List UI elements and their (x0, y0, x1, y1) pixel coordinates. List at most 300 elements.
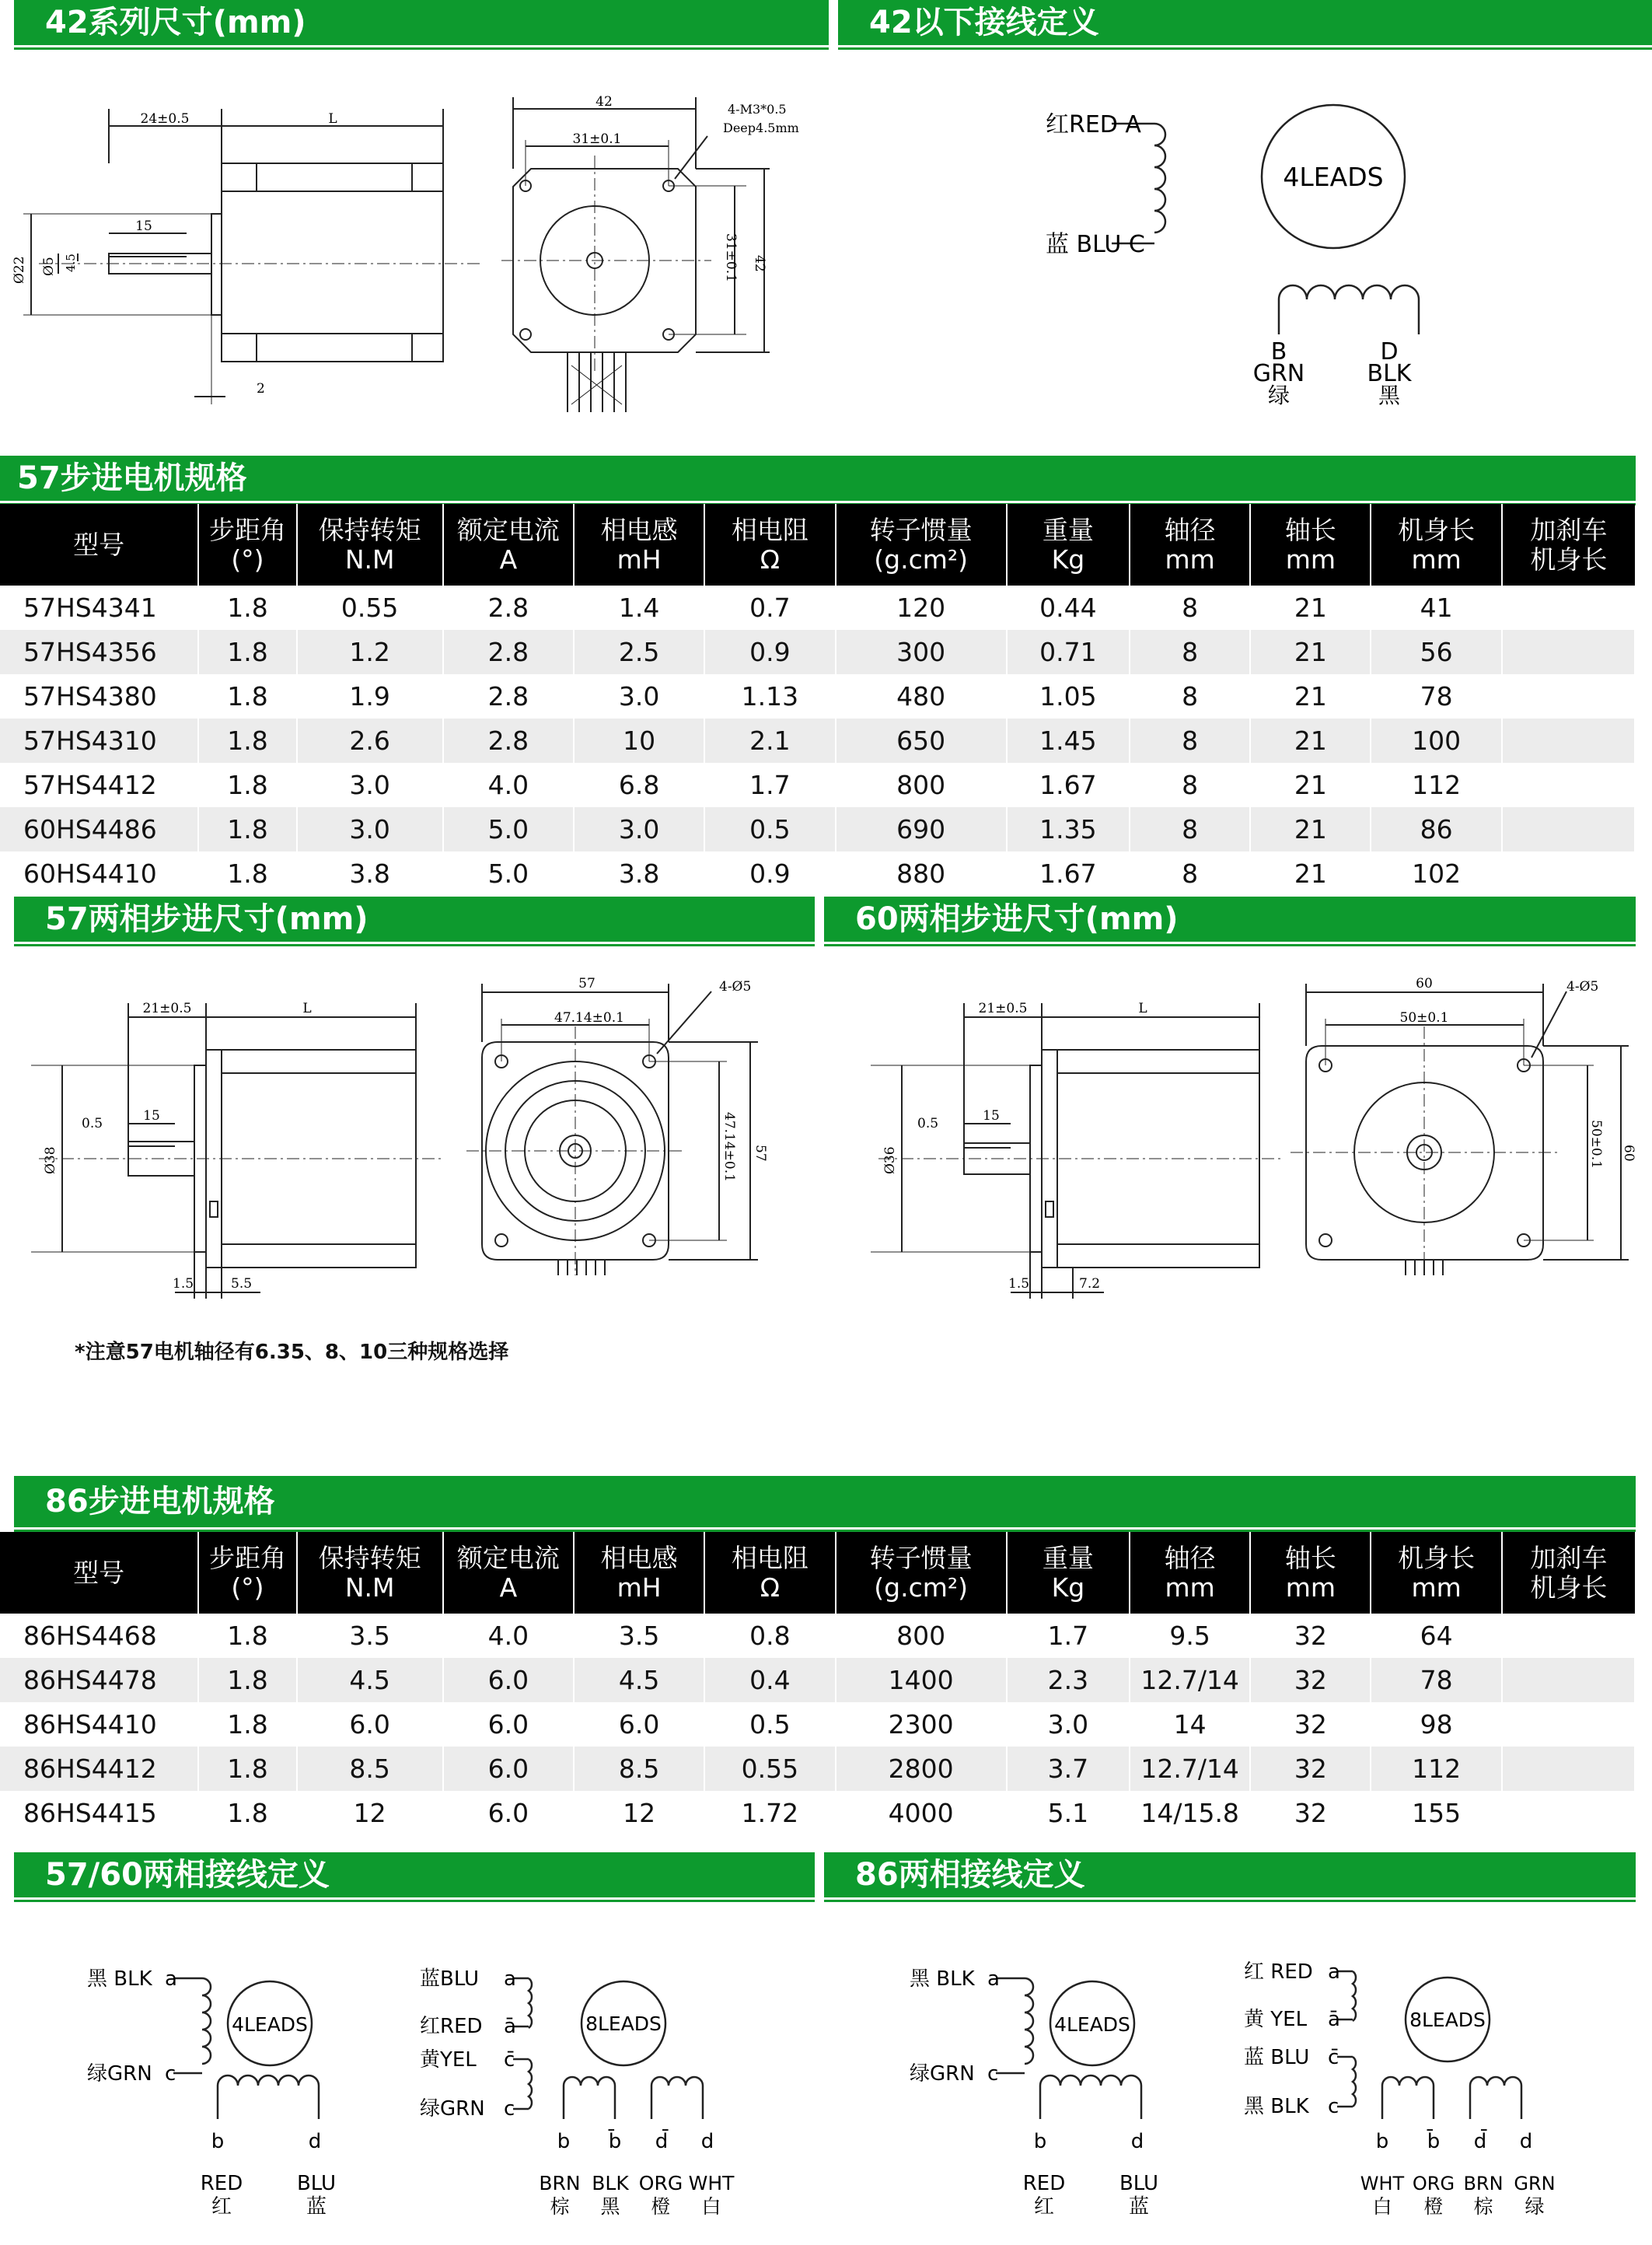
table-cell: 8 (1130, 719, 1250, 763)
column-header (443, 1532, 574, 1614)
leads-label: 4LEADS (1283, 162, 1384, 192)
table-cell: 1.8 (198, 1702, 296, 1747)
table-cell: 9.5 (1130, 1614, 1250, 1658)
wire-d-cn: 蓝 (1128, 2195, 1150, 2219)
wire-c4: 白 (701, 2195, 721, 2218)
wiring-5760-8leads (420, 1952, 762, 2232)
section-title: 60两相步进尺寸(mm) (855, 901, 1179, 937)
column-header-unit: Ω (760, 544, 780, 575)
model-cell: 86HS4412 (0, 1747, 198, 1791)
column-header-unit: mH (616, 1572, 662, 1603)
table-row (0, 630, 1635, 674)
wire-c3: 棕 (1473, 2195, 1493, 2218)
table-cell: 10 (574, 719, 704, 763)
table-cell: 8 (1130, 851, 1250, 896)
table-cell: 1.8 (198, 586, 296, 630)
column-header (1250, 1532, 1371, 1614)
table-cell: 3.8 (297, 851, 443, 896)
table-cell: 8 (1130, 586, 1250, 630)
wire-e3: BRN (1463, 2173, 1504, 2194)
column-header-unit: mm (1285, 544, 1336, 575)
dim-width: 57 (578, 976, 595, 991)
table-cell (1502, 586, 1635, 630)
model-cell: 86HS4478 (0, 1658, 198, 1702)
table-cell: 1.8 (198, 674, 296, 719)
table-cell: 300 (836, 630, 1007, 674)
wire-b-en: RED (200, 2172, 243, 2195)
column-header-unit: mm (1411, 1572, 1462, 1603)
table-cell: 2.6 (297, 719, 443, 763)
drawing-57-dimensions (0, 964, 816, 1306)
table-cell: 64 (1371, 1614, 1501, 1658)
table-row (0, 1658, 1635, 1702)
column-header (0, 504, 198, 586)
table-cell: 21 (1250, 630, 1371, 674)
table-cell: 3.0 (297, 807, 443, 851)
column-header (704, 504, 835, 586)
table-cell: 2.8 (443, 586, 574, 630)
dim-flat: 4.5 (64, 254, 78, 272)
column-header-unit: N.M (344, 544, 395, 575)
table-cell: 3.7 (1007, 1747, 1130, 1791)
table-cell (1502, 674, 1635, 719)
wire-r3-letter: c̄ (1328, 2046, 1339, 2069)
table-cell: 0.55 (297, 586, 443, 630)
column-header-unit: A (499, 544, 518, 575)
wiring-42 (1011, 86, 1493, 428)
column-header-unit: mH (616, 544, 662, 575)
table-cell: 12 (574, 1791, 704, 1835)
table-cell (1502, 763, 1635, 807)
dim-hole-depth: Deep4.5mm (723, 121, 799, 135)
wire-d-en: BLU (1119, 2172, 1159, 2195)
wire-b3: d̄ (655, 2130, 669, 2153)
column-header (1371, 1532, 1501, 1614)
column-header (1007, 504, 1130, 586)
table-cell: 21 (1250, 674, 1371, 719)
column-header-label: 相电感 (600, 514, 678, 545)
table-cell: 2800 (836, 1747, 1007, 1791)
table-cell: 41 (1371, 586, 1501, 630)
table-cell: 8.5 (297, 1747, 443, 1791)
note-57-shaft: *注意57电机轴径有6.35、8、10三种规格选择 (75, 1341, 509, 1364)
table-cell: 0.44 (1007, 586, 1130, 630)
table-cell: 1.2 (297, 630, 443, 674)
table-cell: 6.0 (443, 1658, 574, 1702)
column-header-unit: (g.cm²) (874, 544, 969, 575)
table-cell: 98 (1371, 1702, 1501, 1747)
table-cell: 12.7/14 (1130, 1658, 1250, 1702)
column-header (198, 504, 296, 586)
table-cell: 480 (836, 674, 1007, 719)
table-cell: 0.55 (704, 1747, 835, 1791)
column-header-label: 加刹车 (1530, 514, 1608, 545)
column-header (1502, 504, 1635, 586)
wire-b-en: RED (1022, 2172, 1066, 2195)
wire-d-cn: 黑 (1378, 383, 1401, 408)
wire-d-cn: 蓝 (306, 2195, 327, 2219)
table-cell: 1.7 (704, 763, 835, 807)
table-cell: 3.0 (1007, 1702, 1130, 1747)
table-cell: 112 (1371, 763, 1501, 807)
column-header-label: 额定电流 (456, 1542, 560, 1573)
table-cell: 12.7/14 (1130, 1747, 1250, 1791)
table-row (0, 674, 1635, 719)
table-cell: 21 (1250, 763, 1371, 807)
model-cell: 57HS4412 (0, 763, 198, 807)
table-cell: 32 (1250, 1658, 1371, 1702)
table-cell: 1.8 (198, 1791, 296, 1835)
table-cell: 21 (1250, 719, 1371, 763)
dim-7-2: 7.2 (1079, 1276, 1101, 1292)
table-cell: 1.8 (198, 1747, 296, 1791)
column-header (836, 504, 1007, 586)
table-cell: 86 (1371, 807, 1501, 851)
column-header-label: 轴径 (1164, 514, 1216, 545)
model-cell: 57HS4380 (0, 674, 198, 719)
spec-table-57 (0, 504, 1636, 896)
table-cell: 1.9 (297, 674, 443, 719)
column-header-unit: (°) (231, 544, 264, 575)
table-cell: 78 (1371, 1658, 1501, 1702)
table-cell: 32 (1250, 1747, 1371, 1791)
wire-r3-label: 黄YEL (420, 2048, 477, 2072)
table-cell: 800 (836, 1614, 1007, 1658)
table-cell (1502, 630, 1635, 674)
dim-v50: 50±0.1 (1588, 1120, 1604, 1169)
table-row (0, 1614, 1635, 1658)
section-bar-57-size (14, 897, 815, 942)
table-cell: 1.8 (198, 630, 296, 674)
section-bar-42-size (14, 0, 829, 45)
table-cell: 1400 (836, 1658, 1007, 1702)
table-cell (1502, 1658, 1635, 1702)
column-header (297, 1532, 443, 1614)
column-header-unit: mm (1165, 1572, 1215, 1603)
wire-b-cn: 绿 (1267, 383, 1291, 408)
wire-c-label: 绿GRN (910, 2062, 975, 2086)
table-cell: 1.67 (1007, 851, 1130, 896)
table-cell: 1.8 (198, 763, 296, 807)
table-row (0, 719, 1635, 763)
table-cell: 32 (1250, 1614, 1371, 1658)
dim-v60: 60 (1621, 1145, 1636, 1162)
section-title: 86两相接线定义 (855, 1857, 1085, 1893)
column-header-unit: mm (1165, 544, 1215, 575)
table-cell: 2.5 (574, 630, 704, 674)
dim-shaft-length: 24±0.5 (140, 111, 190, 127)
table-cell: 5.1 (1007, 1791, 1130, 1835)
wire-b4: d (1519, 2130, 1533, 2153)
section-bar-86-wiring (824, 1852, 1636, 1897)
column-header-label: 重量 (1042, 1542, 1094, 1573)
model-cell: 86HS4415 (0, 1791, 198, 1835)
section-bar-42-wiring (838, 0, 1652, 45)
table-cell: 21 (1250, 851, 1371, 896)
table-cell: 0.4 (704, 1658, 835, 1702)
table-cell: 6.0 (443, 1747, 574, 1791)
dim-width: 60 (1416, 976, 1433, 991)
table-cell: 1.8 (198, 851, 296, 896)
wire-r3-letter: c̄ (504, 2048, 515, 2072)
wire-r1-label: 蓝BLU (420, 1967, 480, 1991)
table-cell: 0.9 (704, 851, 835, 896)
column-header (1130, 1532, 1250, 1614)
table-cell: 2.8 (443, 630, 574, 674)
wire-r4-label: 黑 BLK (1244, 2095, 1309, 2118)
wiring-86-4leads (900, 1952, 1196, 2232)
leads-label: 8LEADS (585, 2012, 662, 2035)
dim-1-5: 1.5 (173, 1276, 194, 1292)
wire-b-letter: b (1033, 2130, 1047, 2153)
dim-v31: 31±0.1 (723, 233, 739, 282)
table-cell: 5.0 (443, 807, 574, 851)
table-row (0, 586, 1635, 630)
wire-a-letter: a (987, 1967, 1000, 1991)
column-header-label: 保持转矩 (318, 1542, 421, 1573)
table-cell: 3.0 (297, 763, 443, 807)
table-cell: 3.5 (574, 1614, 704, 1658)
table-cell: 2.1 (704, 719, 835, 763)
table-cell: 1.8 (198, 1614, 296, 1658)
table-cell: 2.8 (443, 674, 574, 719)
column-header (1130, 504, 1250, 586)
wire-a-label: 黑 BLK (910, 1967, 975, 1991)
column-header-unit: 机身长 (1530, 544, 1608, 575)
wire-c3: 橙 (651, 2195, 671, 2218)
wire-a-label: 红RED A (1046, 111, 1141, 138)
table-cell: 100 (1371, 719, 1501, 763)
table-cell: 6.0 (297, 1702, 443, 1747)
table-cell: 0.5 (704, 807, 835, 851)
wire-r2-letter: ā (504, 2015, 516, 2038)
table-cell (1502, 807, 1635, 851)
column-header-label: 转子惯量 (869, 1542, 973, 1573)
dim-hole-spec: 4-Ø5 (719, 979, 752, 995)
table-cell: 0.7 (704, 586, 835, 630)
table-cell: 1.8 (198, 719, 296, 763)
wire-b-letter: b (211, 2130, 225, 2153)
column-header-unit: N.M (344, 1572, 395, 1603)
column-header-unit: (°) (231, 1572, 264, 1603)
column-header-label: 型号 (73, 1557, 125, 1588)
table-cell: 2.3 (1007, 1658, 1130, 1702)
column-header (1250, 504, 1371, 586)
column-header-unit: A (499, 1572, 518, 1603)
wire-d-letter: d (1130, 2130, 1144, 2153)
column-header-unit: Ω (760, 1572, 780, 1603)
table-cell: 6.0 (574, 1702, 704, 1747)
wire-e2: ORG (1412, 2173, 1455, 2194)
wire-r4-letter: c (1328, 2095, 1339, 2118)
section-bar-57-spec (0, 456, 1636, 501)
dim-flange-dia: Ø22 (12, 256, 27, 284)
dim-flange-dia: Ø36 (882, 1146, 898, 1174)
wire-a-label: 黑 BLK (87, 1967, 152, 1991)
table-cell: 78 (1371, 674, 1501, 719)
table-cell: 32 (1250, 1791, 1371, 1835)
wire-r3-label: 蓝 BLU (1244, 2046, 1310, 2069)
wire-d-letter: D (1380, 338, 1399, 365)
wire-b4: d (700, 2130, 714, 2153)
table-row (0, 851, 1635, 896)
wire-r1-letter: a (504, 1967, 516, 1991)
wire-c1: 棕 (550, 2195, 570, 2218)
table-cell (1502, 719, 1635, 763)
column-header (574, 504, 704, 586)
dim-width: 42 (595, 94, 613, 110)
column-header (297, 504, 443, 586)
dim-v42: 42 (752, 255, 767, 272)
section-title: 42系列尺寸(mm) (45, 5, 306, 40)
table-cell: 8 (1130, 763, 1250, 807)
dim-15: 15 (135, 219, 152, 234)
table-cell: 8 (1130, 807, 1250, 851)
table-cell: 6.8 (574, 763, 704, 807)
wire-b3: d̄ (1473, 2130, 1487, 2153)
wire-b2: b̄ (1427, 2130, 1441, 2153)
table-cell: 800 (836, 763, 1007, 807)
wire-b-letter: B (1270, 338, 1287, 365)
column-header-label: 加刹车 (1530, 1542, 1608, 1573)
dim-hole-spec: 4-M3*0.5 (728, 102, 787, 117)
wire-c4: 绿 (1525, 2195, 1545, 2218)
table-cell (1502, 1747, 1635, 1791)
wire-r2-letter: ā (1328, 2008, 1340, 2031)
column-header-label: 步距角 (208, 514, 286, 545)
wiring-86-8leads (1244, 1948, 1586, 2228)
column-header-label: 相电阻 (731, 1542, 809, 1573)
wire-d-en: BLU (296, 2172, 337, 2195)
column-header-label: 轴长 (1284, 1542, 1336, 1573)
table-cell: 4.5 (297, 1658, 443, 1702)
dim-hole-spacing: 50±0.1 (1399, 1010, 1449, 1026)
wire-e3: ORG (638, 2172, 683, 2194)
wire-b2: b̄ (608, 2130, 622, 2153)
table-cell: 8.5 (574, 1747, 704, 1791)
table-cell: 1.67 (1007, 763, 1130, 807)
table-cell: 21 (1250, 586, 1371, 630)
table-cell: 4.0 (443, 763, 574, 807)
column-header-label: 转子惯量 (869, 514, 973, 545)
table-cell: 3.0 (574, 674, 704, 719)
leads-label: 8LEADS (1409, 2009, 1486, 2031)
wire-r4-label: 绿GRN (420, 2097, 485, 2121)
column-header-label: 重量 (1042, 514, 1094, 545)
section-title: 86步进电机规格 (45, 1484, 275, 1519)
dim-v47: 47.14±0.1 (721, 1112, 737, 1182)
wire-b-cn: 红 (211, 2195, 232, 2219)
column-header-unit: Kg (1051, 544, 1085, 575)
table-cell (1502, 1614, 1635, 1658)
column-header-label: 机身长 (1398, 514, 1476, 545)
wire-c-label: 绿GRN (87, 2062, 152, 2086)
column-header-unit: mm (1411, 544, 1462, 575)
wire-r2-label: 黄 YEL (1244, 2008, 1308, 2031)
column-header-unit: 机身长 (1530, 1572, 1608, 1603)
model-cell: 57HS4341 (0, 586, 198, 630)
dim-15: 15 (983, 1108, 1000, 1124)
section-bar-5760-wiring (14, 1852, 815, 1897)
wire-c-letter: c (987, 2062, 999, 2086)
section-title: 57/60两相接线定义 (45, 1857, 330, 1893)
column-header-label: 相电感 (600, 1542, 678, 1573)
table-cell: 6.0 (443, 1791, 574, 1835)
dim-2: 2 (257, 381, 265, 397)
table-cell: 12 (297, 1791, 443, 1835)
column-header-unit: mm (1285, 1572, 1336, 1603)
table-cell: 4.0 (443, 1614, 574, 1658)
table-cell: 5.0 (443, 851, 574, 896)
table-cell: 650 (836, 719, 1007, 763)
wire-c2: 橙 (1423, 2195, 1444, 2218)
column-header-label: 型号 (73, 529, 125, 560)
model-cell: 60HS4486 (0, 807, 198, 851)
table-cell (1502, 1791, 1635, 1835)
dim-shaft-length: 21±0.5 (978, 1001, 1028, 1016)
table-cell: 0.9 (704, 630, 835, 674)
column-header-label: 保持转矩 (318, 514, 421, 545)
model-cell: 86HS4468 (0, 1614, 198, 1658)
table-cell: 112 (1371, 1747, 1501, 1791)
column-header (1502, 1532, 1635, 1614)
dim-shaft-length: 21±0.5 (142, 1001, 192, 1016)
wire-r1-label: 红 RED (1244, 1960, 1313, 1984)
wiring-5760-4leads (78, 1952, 373, 2232)
table-cell: 32 (1250, 1702, 1371, 1747)
model-cell: 57HS4356 (0, 630, 198, 674)
dim-body-length: L (302, 1001, 312, 1016)
dim-flange-dia: Ø38 (43, 1146, 58, 1174)
table-cell: 2300 (836, 1702, 1007, 1747)
column-header-label: 步距角 (208, 1542, 286, 1573)
wire-b1: b (557, 2130, 571, 2153)
dim-5-5: 5.5 (231, 1276, 253, 1292)
table-cell: 1.05 (1007, 674, 1130, 719)
table-cell (1502, 851, 1635, 896)
wire-r1-letter: a (1328, 1960, 1340, 1984)
table-cell: 1.35 (1007, 807, 1130, 851)
table-cell: 14/15.8 (1130, 1791, 1250, 1835)
dim-1-5: 1.5 (1008, 1276, 1030, 1292)
column-header-label: 轴径 (1164, 1542, 1216, 1573)
column-header-unit: (g.cm²) (874, 1572, 969, 1603)
table-cell: 1.4 (574, 586, 704, 630)
wire-e1: BRN (539, 2172, 581, 2194)
column-header (443, 504, 574, 586)
wire-b1: b (1375, 2130, 1389, 2153)
table-cell: 21 (1250, 807, 1371, 851)
drawing-42-dimensions (0, 78, 832, 435)
dim-hole-spec: 4-Ø5 (1566, 979, 1599, 995)
leads-label: 4LEADS (232, 2013, 308, 2036)
table-cell: 1.8 (198, 1658, 296, 1702)
section-bar-60-size (824, 897, 1636, 942)
table-cell: 0.71 (1007, 630, 1130, 674)
column-header-label: 额定电流 (456, 514, 560, 545)
table-cell: 8 (1130, 674, 1250, 719)
table-cell: 6.0 (443, 1702, 574, 1747)
dim-hole-spacing: 47.14±0.1 (554, 1010, 624, 1026)
table-cell: 8 (1130, 630, 1250, 674)
column-header (574, 1532, 704, 1614)
column-header (0, 1532, 198, 1614)
column-header (836, 1532, 1007, 1614)
column-header (1007, 1532, 1130, 1614)
column-header-label: 相电阻 (731, 514, 809, 545)
column-header-label: 机身长 (1398, 1542, 1476, 1573)
table-row (0, 1791, 1635, 1835)
